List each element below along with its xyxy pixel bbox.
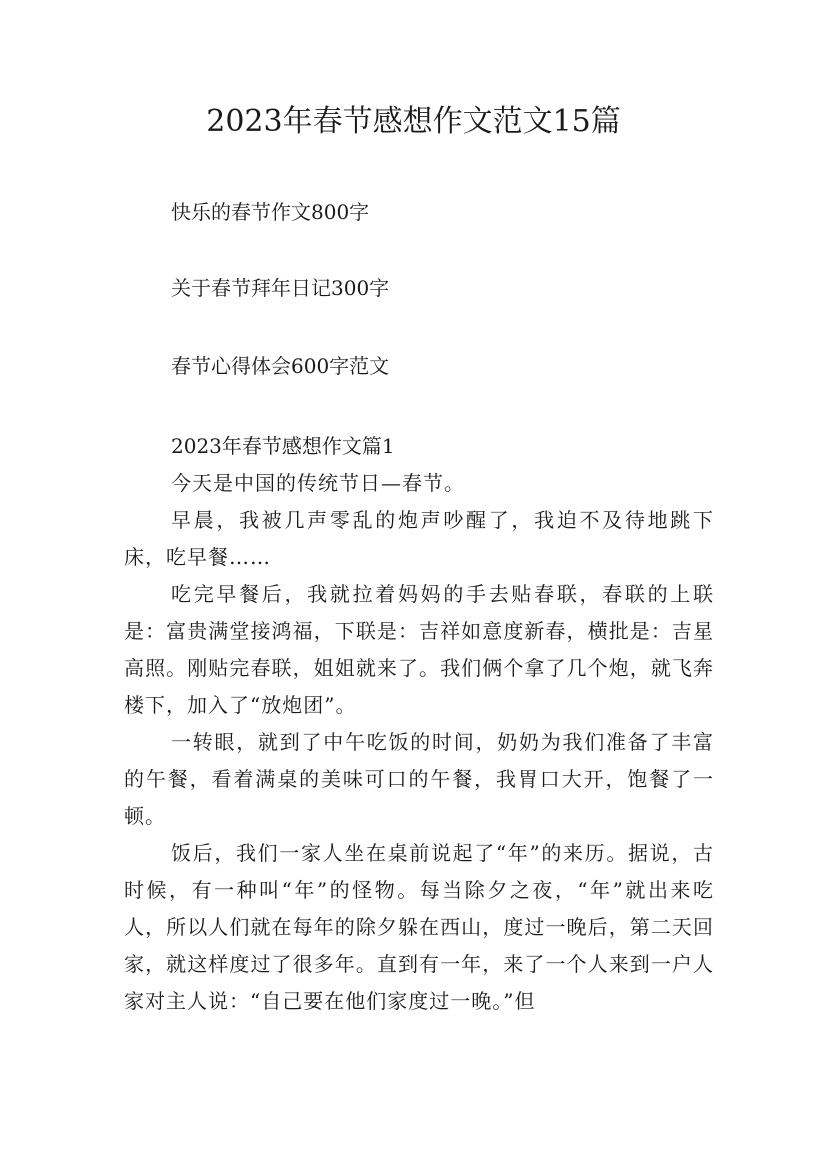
- section-heading: 2023年春节感想作文篇1: [171, 434, 395, 458]
- article-body: [124, 428, 714, 1020]
- toc-item: 关于春节拜年日记300字: [171, 276, 390, 300]
- paragraph: 吃完早餐后，我就拉着妈妈的手去贴春联，春联的上联是：富贵满堂接鸿福，下联是：吉祥如意度新春，横批是：吉星高照。刚贴完春联，姐姐就来了。我们俩个拿了几个炮，就飞奔楼下，加入了“放炮团”。: [124, 582, 714, 717]
- paragraph: 今天是中国的传统节日—春节。: [171, 471, 465, 495]
- paragraph: 饭后，我们一家人坐在桌前说起了“年”的来历。据说，古时候，有一种叫“年”的怪物。每当除夕之夜，“年”就出来吃人，所以人们就在每年的除夕躲在西山，度过一晚后，第二天回家，就这样度过了很多年。直到有一年，来了一个人来到一户人家对主人说：“自己要在他们家度过一晚。”但: [124, 841, 714, 1013]
- paragraph: 一转眼，就到了中午吃饭的时间，奶奶为我们准备了丰富的午餐，看着满桌的美味可口的午餐，我胃口大开，饱餐了一顿。: [124, 730, 714, 828]
- toc-item: 春节心得体会600字范文: [171, 354, 390, 378]
- toc-item: 快乐的春节作文800字: [171, 200, 370, 224]
- paragraph: 早晨，我被几声零乱的炮声吵醒了，我迫不及待地跳下床，吃早餐……: [124, 508, 714, 569]
- document-title: 2023年春节感想作文范文15篇: [206, 104, 621, 139]
